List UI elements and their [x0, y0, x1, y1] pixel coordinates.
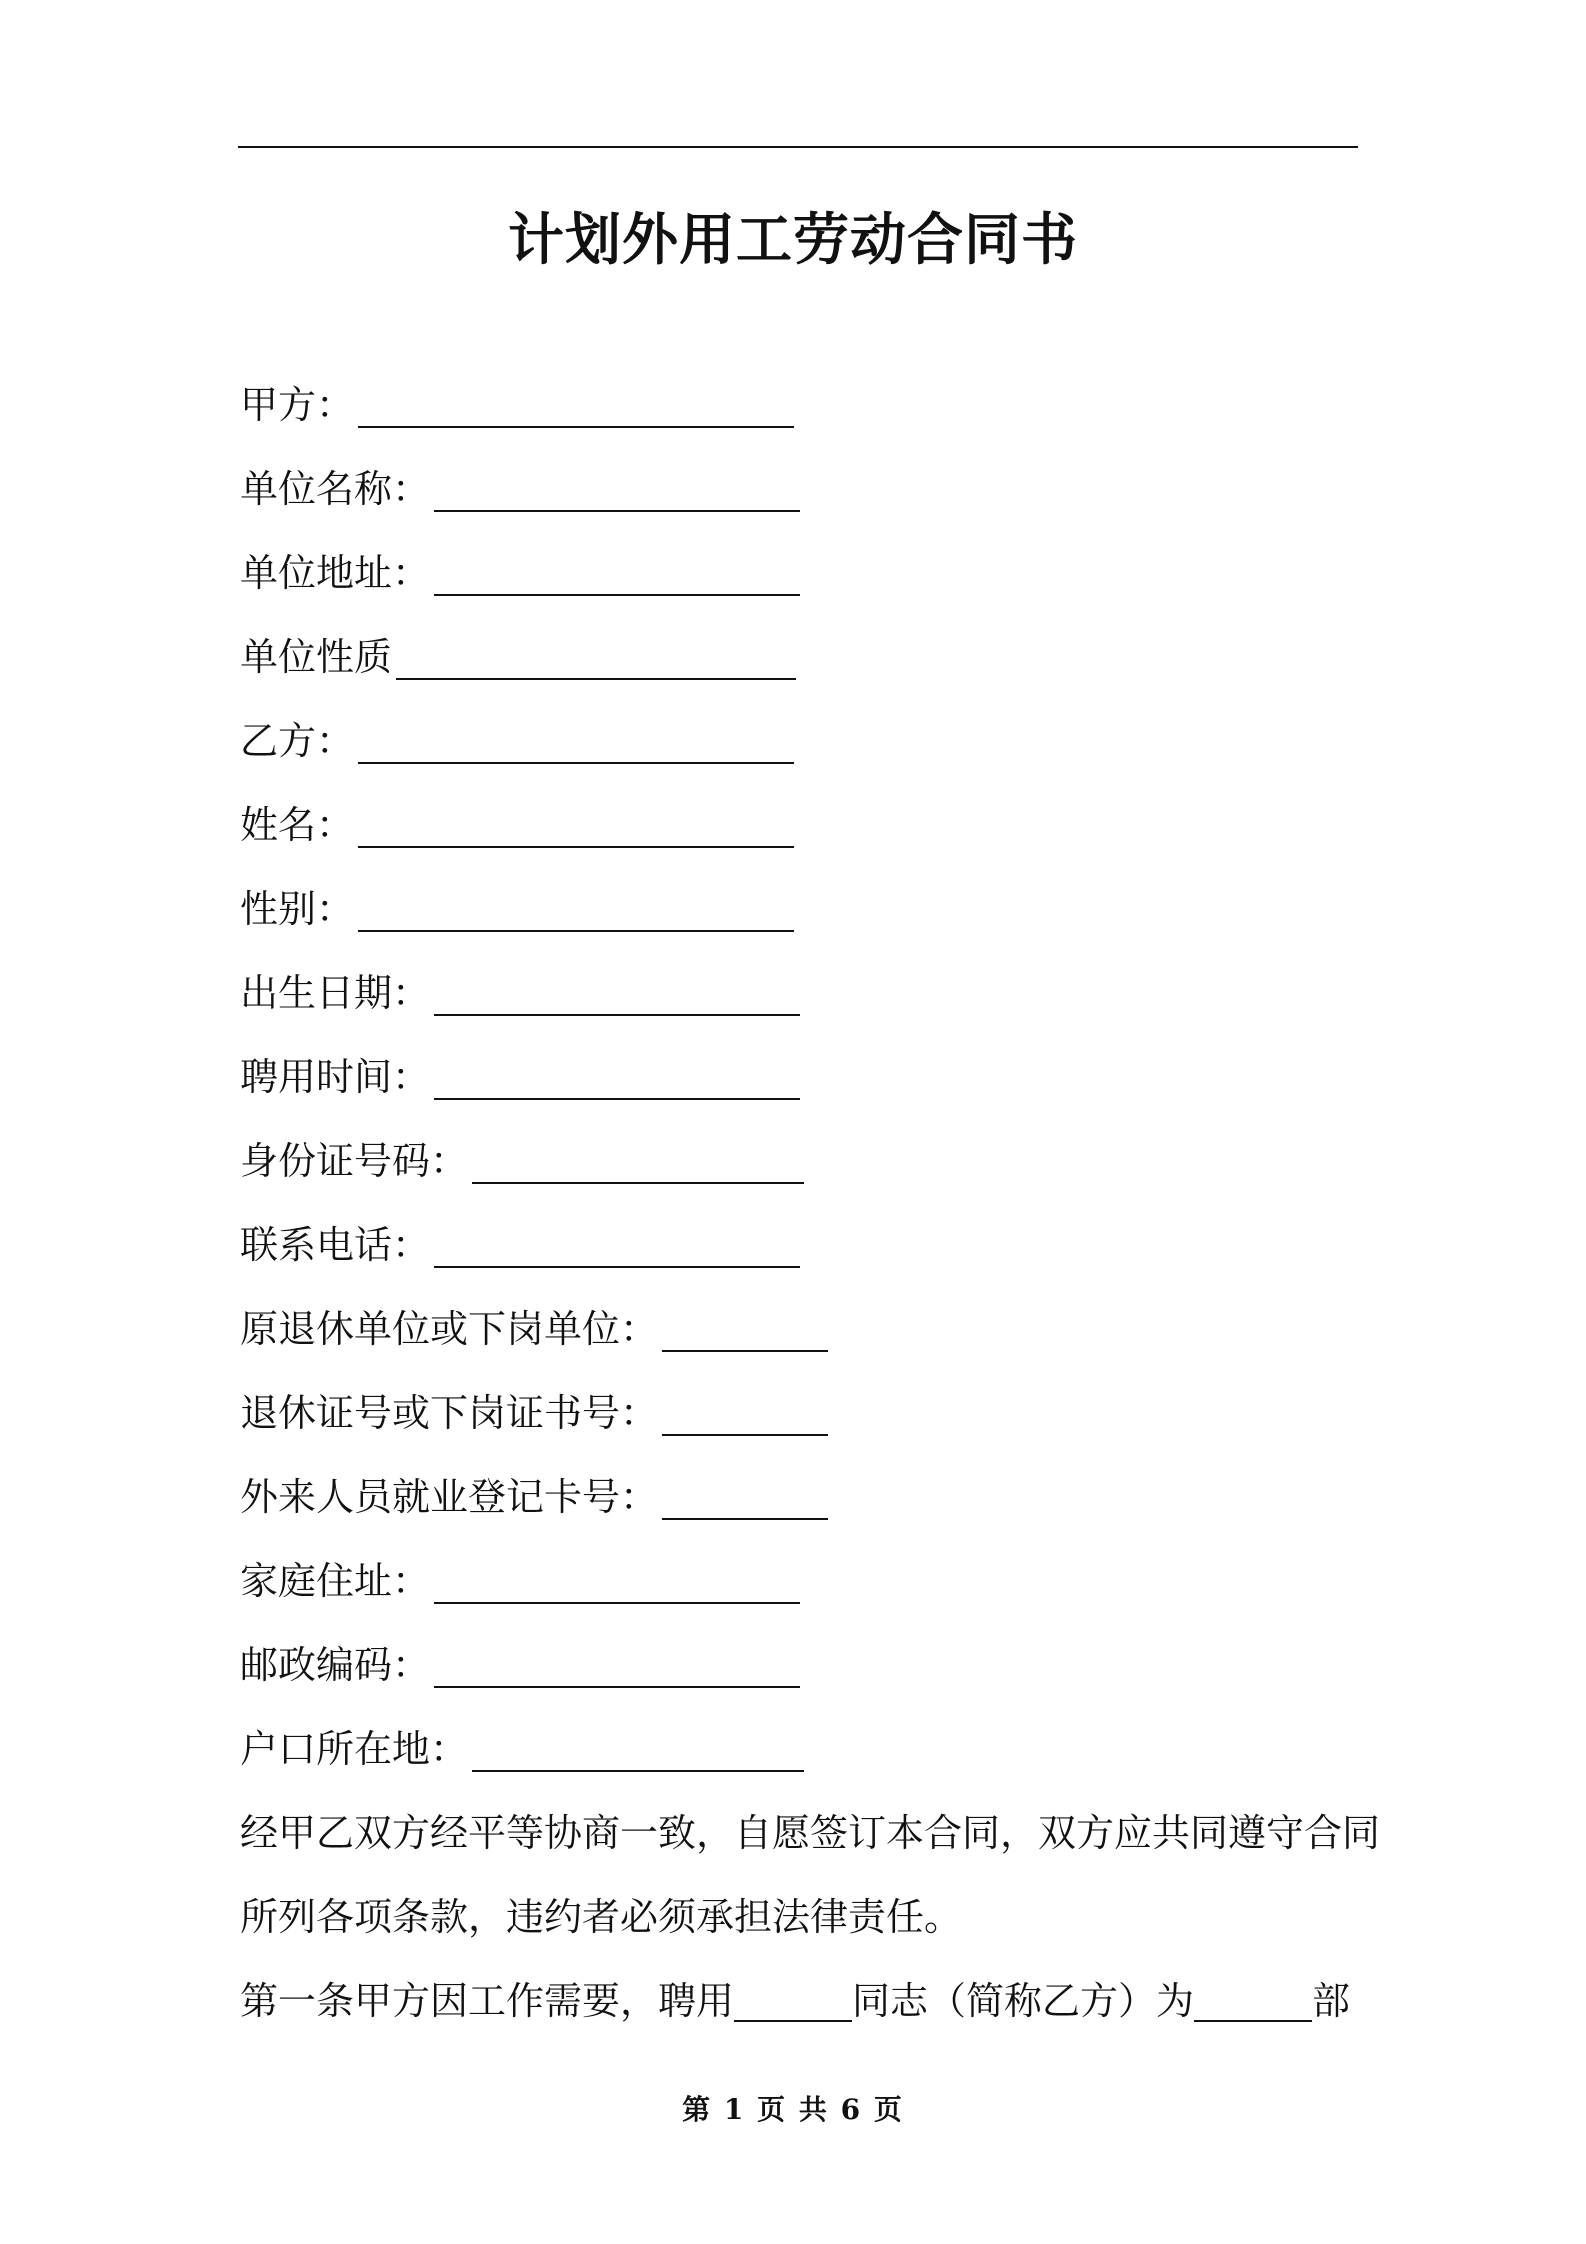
field-id-number [240, 1131, 804, 1191]
clause-1 [240, 1971, 1360, 2031]
field-unit-address [240, 543, 800, 603]
field-label: 姓名： [240, 803, 355, 847]
field-label: 单位地址： [240, 551, 431, 595]
field-name [240, 795, 794, 855]
field-gender [240, 879, 794, 939]
field-label: 乙方： [240, 719, 355, 763]
field-unit-nature [240, 627, 796, 687]
field-label: 性别： [240, 887, 355, 931]
field-home-address [240, 1551, 800, 1611]
field-label: 联系电话： [240, 1223, 431, 1267]
fill-in-line[interactable] [358, 382, 794, 428]
field-party-a [240, 375, 794, 435]
fill-in-line[interactable] [358, 886, 794, 932]
field-party-b [240, 711, 794, 771]
fill-in-line[interactable] [434, 970, 800, 1016]
agreement-paragraph-line-2: 所列各项条款，违约者必须承担法律责任。 [240, 1895, 963, 1939]
field-certificate-number [240, 1383, 828, 1443]
field-postal-code [240, 1635, 800, 1695]
fill-in-line[interactable] [434, 1642, 800, 1688]
fill-in-line[interactable] [662, 1474, 828, 1520]
field-label: 原退休单位或下岗单位： [240, 1307, 659, 1351]
field-label: 出生日期： [240, 971, 431, 1015]
fill-in-line[interactable] [434, 1222, 800, 1268]
field-unit-name [240, 459, 800, 519]
field-birth-date [240, 963, 800, 1023]
field-label: 退休证号或下岗证书号： [240, 1391, 659, 1435]
field-label: 身份证号码： [240, 1139, 469, 1183]
fill-in-blank[interactable] [734, 1980, 852, 2022]
clause-1-text-part-3: 部 [1312, 1979, 1351, 2023]
fill-in-line[interactable] [472, 1138, 804, 1184]
field-phone [240, 1215, 800, 1275]
field-label: 家庭住址： [240, 1559, 431, 1603]
header-rule [238, 146, 1358, 148]
field-label: 甲方： [240, 383, 355, 427]
fill-in-blank[interactable] [1194, 1980, 1312, 2022]
field-label: 户口所在地： [240, 1727, 469, 1771]
page-number: 第 1 页 共 6 页 [682, 2093, 904, 2126]
field-label: 邮政编码： [240, 1643, 431, 1687]
field-employment-card [240, 1467, 828, 1527]
field-label: 单位名称： [240, 467, 431, 511]
fill-in-line[interactable] [358, 802, 794, 848]
fill-in-line[interactable] [434, 550, 800, 596]
document-title: 计划外用工劳动合同书 [508, 208, 1078, 273]
fill-in-line[interactable] [434, 466, 800, 512]
field-household-registration [240, 1719, 804, 1779]
field-label: 聘用时间： [240, 1055, 431, 1099]
fill-in-line[interactable] [472, 1726, 804, 1772]
field-label: 外来人员就业登记卡号： [240, 1475, 659, 1519]
field-label: 单位性质 [240, 635, 393, 679]
fill-in-line[interactable] [396, 634, 796, 680]
agreement-paragraph-line-1: 经甲乙双方经平等协商一致，自愿签订本合同，双方应共同遵守合同 [240, 1811, 1381, 1855]
clause-1-text-part-2: 同志（简称乙方）为 [852, 1979, 1195, 2023]
clause-1-text-part-1: 第一条甲方因工作需要，聘用 [240, 1979, 735, 2023]
fill-in-line[interactable] [662, 1306, 828, 1352]
fill-in-line[interactable] [358, 718, 794, 764]
field-hire-time [240, 1047, 800, 1107]
field-former-unit [240, 1299, 828, 1359]
fill-in-line[interactable] [662, 1390, 828, 1436]
fill-in-line[interactable] [434, 1558, 800, 1604]
fill-in-line[interactable] [434, 1054, 800, 1100]
